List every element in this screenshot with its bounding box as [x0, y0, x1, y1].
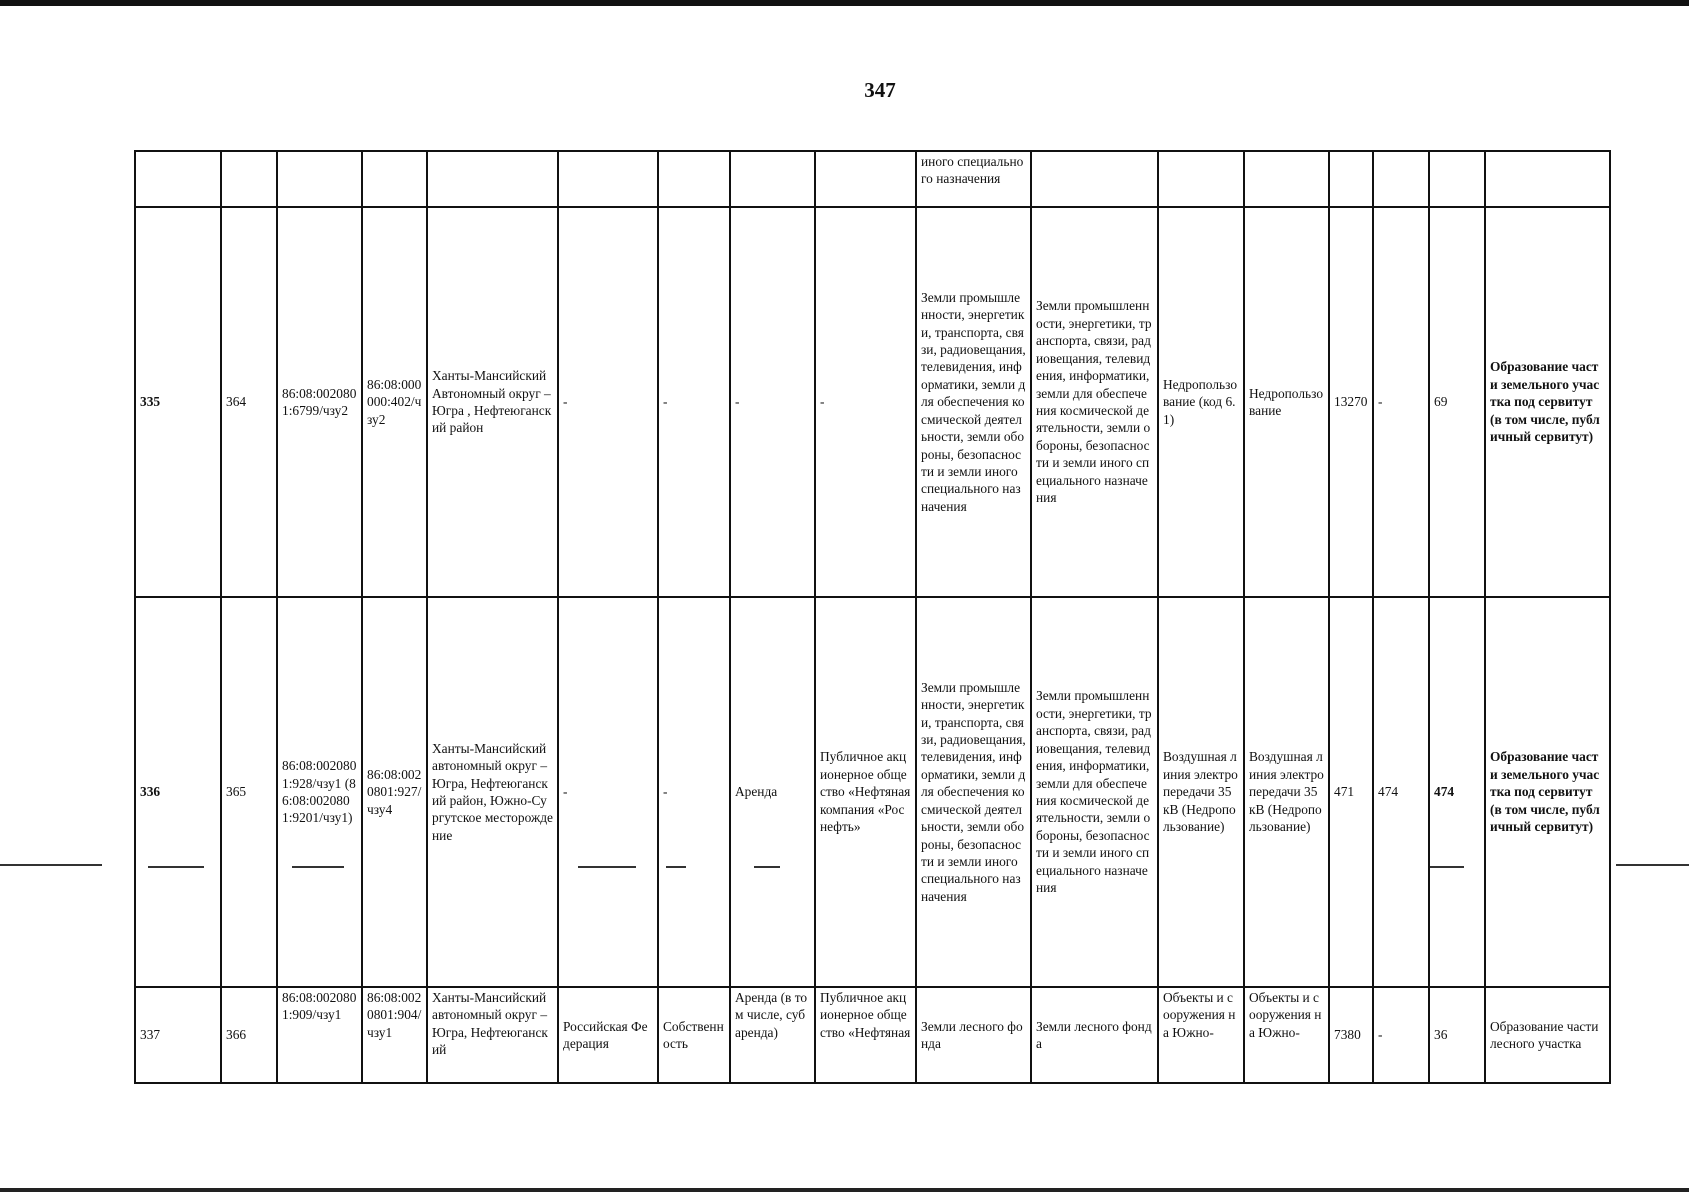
- cell-area-3: [1429, 151, 1485, 207]
- cell-permitted-use-new: [1244, 151, 1329, 207]
- cell-area: 7380: [1329, 987, 1373, 1083]
- cell-area-2: [1373, 151, 1429, 207]
- cell-land-category-new: Земли лесного фонда: [1031, 987, 1158, 1083]
- cell-part-cadastral-number: 86:08:0020801:6799/чзу2: [277, 207, 362, 597]
- cell-encumbrance: -: [730, 207, 815, 597]
- cell-land-category: Земли промышленности, энергетики, транспорта, связи, радиовещания, телевидения, информатики, земли для обеспечения космической деятельности, земли обороны, безопасности и земли иного специального назначения: [916, 207, 1031, 597]
- cell-part-cadastral-number: 86:08:0020801:909/чзу1: [277, 987, 362, 1083]
- cell-part-cadastral-number: 86:08:0020801:928/чзу1 (86:08:0020801:9201/чзу1): [277, 597, 362, 987]
- cell-right-type: -: [658, 207, 730, 597]
- cell-index: 336: [135, 597, 221, 987]
- cell-owner: -: [558, 597, 658, 987]
- cell-land-category-new: [1031, 151, 1158, 207]
- cell-owner: [558, 151, 658, 207]
- cell-action: Образование части земельного участка под сервитут (в том числе, публичный сервитут): [1485, 207, 1610, 597]
- cell-permitted-use-new: Воздушная линия электропередачи 35 кВ (Недропользование): [1244, 597, 1329, 987]
- cell-permitted-use-new: Недропользование: [1244, 207, 1329, 597]
- underline-mark: [666, 866, 686, 868]
- table-row: [135, 207, 1610, 597]
- cell-parcel-cadastral-number: 86:08:0020801:904/чзу1: [362, 987, 427, 1083]
- page-number: 347: [864, 78, 896, 102]
- land-register-table-wrap: [134, 150, 1611, 1084]
- underline-mark: [1430, 866, 1464, 868]
- left-margin-mark: [0, 864, 102, 866]
- cell-permitted-use: Воздушная линия электропередачи 35 кВ (Недропользование): [1158, 597, 1244, 987]
- cell-right-holder: [815, 151, 916, 207]
- cell-area-2: -: [1373, 987, 1429, 1083]
- cell-right-type: Собственность: [658, 987, 730, 1083]
- cell-permitted-use-new: Объекты и сооружения на Южно-: [1244, 987, 1329, 1083]
- underline-mark: [292, 866, 344, 868]
- cell-action: Образование части земельного участка под сервитут (в том числе, публичный сервитут): [1485, 597, 1610, 987]
- cell-encumbrance: [730, 151, 815, 207]
- right-margin-mark: [1616, 864, 1689, 866]
- cell-area: 471: [1329, 597, 1373, 987]
- bottom-rule: [0, 1188, 1689, 1192]
- cell-area: 13270: [1329, 207, 1373, 597]
- cell-index: 335: [135, 207, 221, 597]
- cell-address: Ханты-Мансийский автономный округ – Югра, Нефтеюганский район, Южно-Сургутское месторождение: [427, 597, 558, 987]
- cell-land-category: Земли лесного фонда: [916, 987, 1031, 1083]
- cell-permitted-use: Объекты и сооружения на Южно-: [1158, 987, 1244, 1083]
- cell-parcel-cadastral-number: 86:08:0020801:927/чзу4: [362, 597, 427, 987]
- cell-permitted-use: Недропользование (код 6.1): [1158, 207, 1244, 597]
- cell-address: Ханты-Мансийский Автономный округ – Югра , Нефтеюганский район: [427, 207, 558, 597]
- cell-part-cadastral-number: [277, 151, 362, 207]
- cell-land-category-new: Земли промышленности, энергетики, транспорта, связи, радиовещания, телевидения, информатики, земли для обеспечения космической деятельности, земли обороны, безопасности и земли иного специального назначения: [1031, 597, 1158, 987]
- table-row: [135, 987, 1610, 1083]
- cell-action: Образование части лесного участка: [1485, 987, 1610, 1083]
- cell-address: [427, 151, 558, 207]
- land-register-table: [134, 150, 1611, 1084]
- cell-land-category-new: Земли промышленности, энергетики, транспорта, связи, радиовещания, телевидения, информатики, земли для обеспечения космической деятельности, земли обороны, безопасности и земли иного специального назначения: [1031, 207, 1158, 597]
- cell-index: [135, 151, 221, 207]
- cell-encumbrance: Аренда (в том числе, субаренда): [730, 987, 815, 1083]
- cell-number: 366: [221, 987, 277, 1083]
- cell-right-holder: Публичное акционерное общество «Нефтяная компания «Роснефть»: [815, 597, 916, 987]
- underline-mark: [148, 866, 204, 868]
- top-rule: [0, 0, 1689, 6]
- cell-parcel-cadastral-number: [362, 151, 427, 207]
- cell-area-2: -: [1373, 207, 1429, 597]
- cell-number: [221, 151, 277, 207]
- cell-land-category: Земли промышленности, энергетики, транспорта, связи, радиовещания, телевидения, информатики, земли для обеспечения космической деятельности, земли обороны, безопасности и земли иного специального назначения: [916, 597, 1031, 987]
- cell-right-holder: Публичное акционерное общество «Нефтяная: [815, 987, 916, 1083]
- cell-parcel-cadastral-number: 86:08:000000:402/чзу2: [362, 207, 427, 597]
- cell-encumbrance: Аренда: [730, 597, 815, 987]
- cell-right-holder: -: [815, 207, 916, 597]
- cell-area: [1329, 151, 1373, 207]
- underline-mark: [578, 866, 636, 868]
- cell-right-type: -: [658, 597, 730, 987]
- cell-number: 364: [221, 207, 277, 597]
- cell-area-3: 69: [1429, 207, 1485, 597]
- cell-right-type: [658, 151, 730, 207]
- cell-area-3: 36: [1429, 987, 1485, 1083]
- table-row: [135, 597, 1610, 987]
- table-row: [135, 151, 1610, 207]
- cell-address: Ханты-Мансийский автономный округ – Югра, Нефтеюганский: [427, 987, 558, 1083]
- cell-owner: Российская Федерация: [558, 987, 658, 1083]
- cell-index: 337: [135, 987, 221, 1083]
- underline-mark: [754, 866, 780, 868]
- cell-owner: -: [558, 207, 658, 597]
- cell-number: 365: [221, 597, 277, 987]
- cell-action: [1485, 151, 1610, 207]
- cell-land-category: иного специального назначения: [916, 151, 1031, 207]
- cell-area-3: 474: [1429, 597, 1485, 987]
- cell-permitted-use: [1158, 151, 1244, 207]
- cell-area-2: 474: [1373, 597, 1429, 987]
